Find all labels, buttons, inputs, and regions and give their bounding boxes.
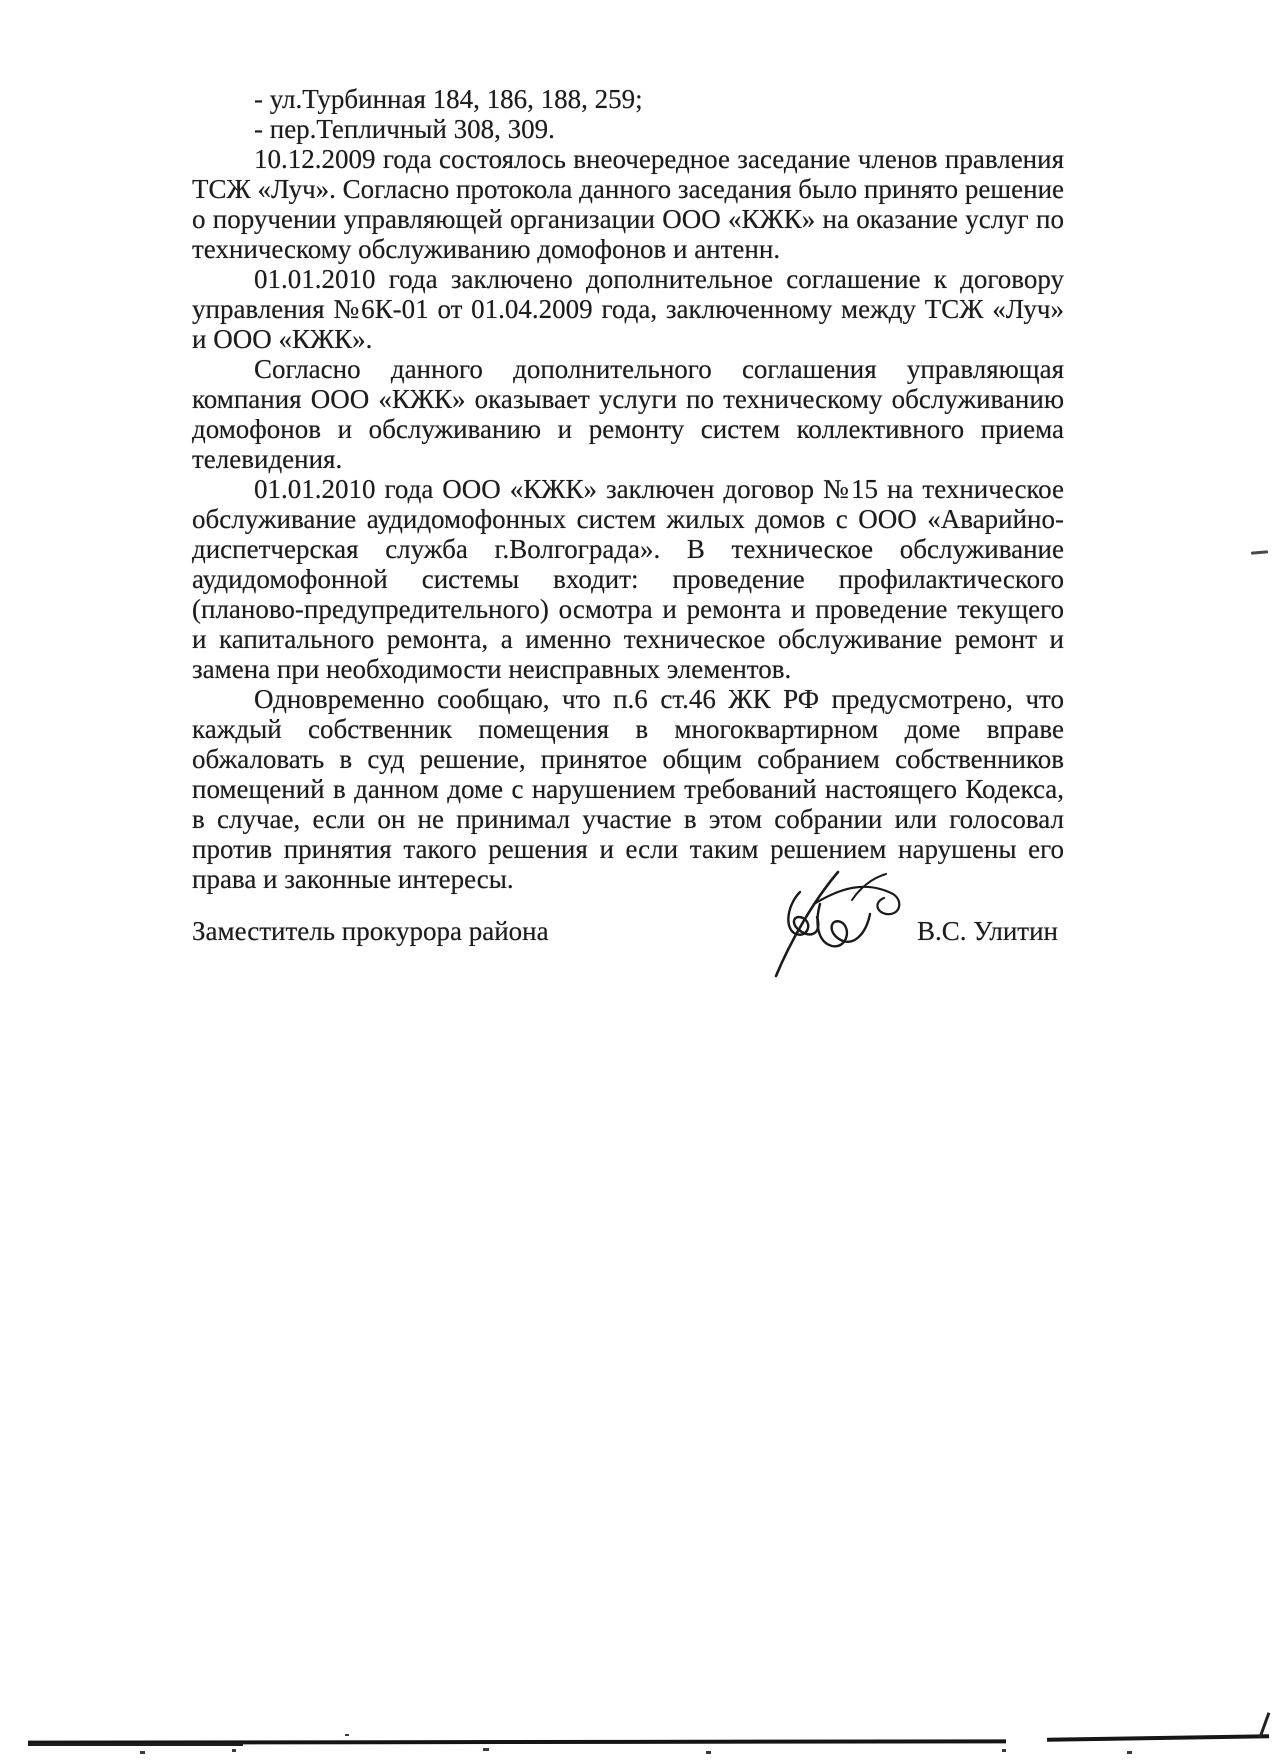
scan-speck — [345, 1734, 349, 1736]
paragraph-services-scope: Согласно данного дополнительного соглашения управляющая компания ООО «КЖК» оказывает услуги по техническому обслуживанию домофонов и обслуживанию и ремонту систем коллективного приема телевидения. — [192, 354, 1064, 474]
paragraph-contract-15: 01.01.2010 года ООО «КЖК» заключен договор №15 на техническое обслуживание аудидомофонных систем жилых домов с ООО «Аварийно-диспетчерская служба г.Волгограда». В техническое обслуживание аудидомофонной системы входит: проведение профилактического (планово-предупредительного) осмотра и ремонта и проведение текущего и капитального ремонта, а именно техническое обслуживание ремонт и замена при необходимости неисправных элементов. — [192, 474, 1064, 684]
signer-name: В.С. Улитин — [917, 916, 1058, 946]
scan-speck — [483, 1748, 489, 1751]
address-line: - пер.Тепличный 308, 309. — [254, 114, 555, 144]
paragraph-meeting-decision: 10.12.2009 года состоялось внеочередное заседание членов правления ТСЖ «Луч». Согласно протокола данного заседания было принято решение о поручении управляющей организации ООО «КЖК» на оказание услуг по техническому обслуживанию домофонов и антенн. — [192, 144, 1065, 264]
scan-speck — [1002, 1749, 1006, 1752]
scan-line-artifact — [1047, 1734, 1269, 1741]
paragraph-supplementary-agreement: 01.01.2010 года заключено дополнительное соглашение к договору управления №6К-01 от 01.04.2009 года, заключенному между ТСЖ «Луч» и ООО «КЖК». — [192, 264, 1064, 354]
signer-position-title: Заместитель прокурора района — [192, 916, 549, 946]
margin-dash-artifact — [1251, 550, 1268, 554]
scan-speck — [140, 1751, 145, 1754]
scan-line-artifact — [28, 1743, 243, 1746]
scan-speck — [706, 1751, 711, 1754]
letter-body — [192, 84, 1064, 894]
scan-speck — [1127, 1751, 1132, 1754]
handwritten-signature-icon — [762, 870, 914, 978]
scan-speck — [232, 1749, 236, 1752]
address-line: - ул.Турбинная 184, 186, 188, 259; — [254, 84, 643, 114]
paragraph-housing-code-notice: Одновременно сообщаю, что п.6 ст.46 ЖК РФ предусмотрено, что каждый собственник помещения в многоквартирном доме вправе обжаловать в суд решение, принятое общим собранием собственников помещений в данном доме с нарушением требований настоящего Кодекса, в случае, если он не принимал участие в этом собрании или голосовал против принятия такого решения и если таким решением нарушены его права и законные интересы. — [192, 684, 1064, 894]
